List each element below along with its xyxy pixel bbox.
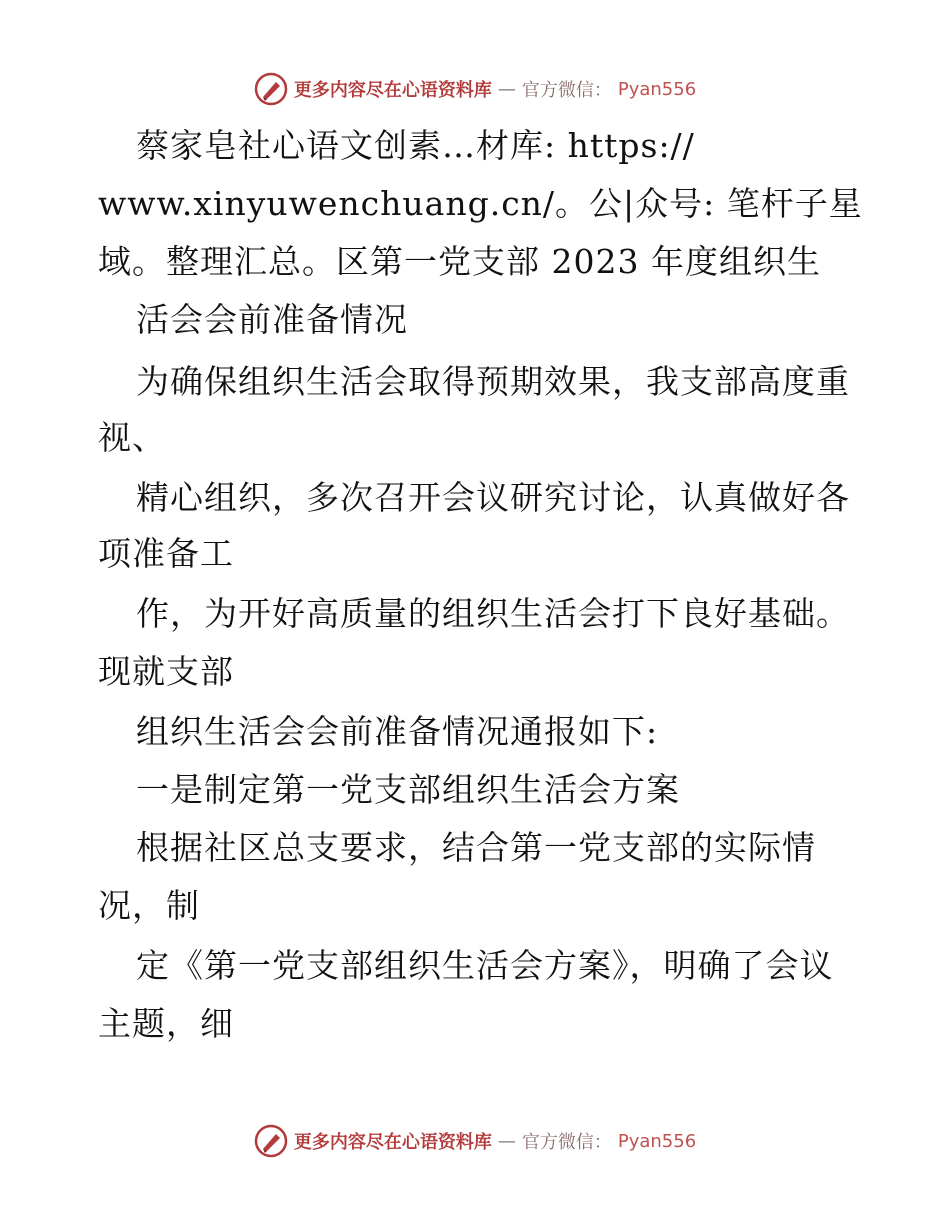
banner-wechat-id: Pyan556	[617, 78, 697, 100]
text-line-13: 根据社区总支要求，结合第一党支部的实际情	[136, 828, 816, 867]
text-line-7: 精心组织，多次召开会议研究讨论，认真做好各	[136, 478, 850, 517]
banner-main-text: 更多内容尽在心语资料库	[293, 1132, 492, 1153]
text-line-12: 一是制定第一党支部组织生活会方案	[136, 770, 680, 809]
banner-dash: —	[497, 1130, 516, 1152]
text-line-6: 视、	[98, 418, 166, 457]
pen-logo-icon	[254, 72, 288, 106]
header-banner	[0, 72, 950, 106]
text-line-9: 作，为开好高质量的组织生活会打下良好基础。	[136, 594, 850, 633]
text-line-5: 为确保组织生活会取得预期效果，我支部高度重	[136, 362, 850, 401]
text-line-11: 组织生活会会前准备情况通报如下:	[136, 712, 659, 751]
text-line-16: 主题，细	[98, 1004, 234, 1043]
banner-sub-text: 官方微信：	[521, 1132, 612, 1153]
text-line-2: www.xinyuwenchuang.cn/。公|众号: 笔杆子星	[98, 184, 863, 223]
text-line-10: 现就支部	[98, 652, 234, 691]
pen-logo-icon	[254, 1124, 288, 1158]
text-line-3: 域。整理汇总。区第一党支部 2023 年度组织生	[98, 242, 821, 281]
text-line-14: 况，制	[98, 886, 200, 925]
text-line-8: 项准备工	[98, 534, 234, 573]
text-line-4: 活会会前准备情况	[136, 300, 408, 339]
text-line-1: 蔡家皂社心语文创素…材库: https://	[136, 126, 695, 165]
banner-dash: —	[497, 78, 516, 100]
banner-wechat-id: Pyan556	[617, 1130, 697, 1152]
banner-main-text: 更多内容尽在心语资料库	[293, 80, 492, 101]
footer-banner	[0, 1124, 950, 1158]
banner-sub-text: 官方微信：	[521, 80, 612, 101]
text-line-15: 定《第一党支部组织生活会方案》，明确了会议	[136, 946, 834, 985]
